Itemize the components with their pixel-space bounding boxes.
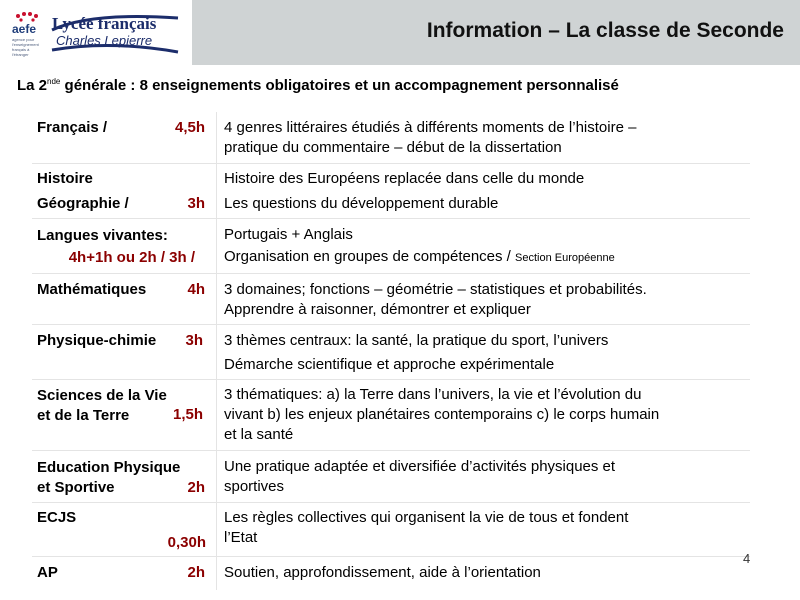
subject-mathematiques: Mathématiques [37,281,147,298]
row-divider [32,502,750,503]
hours-mathematiques: 4h [187,281,205,298]
school-subname: Charles Lepierre [56,33,153,48]
school-logo [0,0,192,65]
desc-geographie: Les questions du développement durable [224,195,499,212]
hours-ap: 2h [187,564,205,581]
row-divider [32,273,750,274]
desc-svt: 3 thématiques: a) la Terre dans l’univers, la vie et l’évolution du vivant b) les enjeux planétaires contemporains c) le corps humain et la santé [224,386,660,443]
hours-langues: 4h+1h ou 2h / 3h / [68,249,195,266]
desc-ap: Soutien, approfondissement, aide à l’orientation [224,564,541,581]
desc-eps: Une pratique adaptée et diversifiée d’activités physiques et sportives [224,458,616,495]
column-divider [216,112,217,590]
hours-histoire-geo: 3h [187,195,205,212]
subtitle: La 2nde générale : 8 enseignements obligatoires et un accompagnement personnalisé [17,77,619,94]
row-divider [32,163,750,164]
subject-ecjs: ECJS [37,509,77,526]
section-europeenne-label: Section Européenne [515,252,615,264]
row-divider [32,379,750,380]
aefe-subtext: agence pour l'enseignement français à l'étranger [12,37,39,57]
subject-svt: Sciences de la Vie et de la Terre [37,387,167,424]
desc-mathematiques: 3 domaines; fonctions – géométrie – statistiques et probabilités. Apprendre à raisonner, démontrer et expliquer [224,281,647,318]
hours-eps: 2h [187,479,205,496]
desc-ecjs: Les règles collectives qui organisent la vie de tous et fondent l’Etat [224,509,629,546]
row-divider [32,450,750,451]
subject-langues: Langues vivantes: [37,227,168,244]
subject-francais: Français / [37,119,108,136]
subject-ap: AP [37,564,58,581]
page-title: Information – La classe de Seconde [426,19,784,42]
aefe-label: aefe [12,22,37,36]
desc-physique-chimie: 3 thèmes centraux: la santé, la pratique du sport, l’univers Démarche scientifique et approche expérimentale [224,332,609,373]
hours-physique-chimie: 3h [185,332,203,349]
hours-francais: 4,5h [174,119,205,136]
desc-histoire: Histoire des Européens replacée dans celle du monde [224,170,585,187]
subject-histoire: Histoire [37,170,93,187]
row-divider [32,218,750,219]
hours-ecjs: 0,30h [167,534,206,551]
desc-francais: 4 genres littéraires étudiés à différents moments de l’histoire – pratique du commentaire – début de la dissertation [224,119,637,156]
subject-geographie: Géographie / [37,195,129,212]
subject-physique-chimie: Physique-chimie [37,332,157,349]
desc-langues: Portugais + Anglais Organisation en groupes de compétences / Section Européenne [224,226,615,265]
school-name: Lycée français [52,14,157,33]
page-number: 4 [743,551,751,566]
hours-svt: 1,5h [172,406,203,423]
subject-eps: Education Physique et Sportive [37,459,181,496]
row-divider [32,556,750,557]
row-divider [32,324,750,325]
